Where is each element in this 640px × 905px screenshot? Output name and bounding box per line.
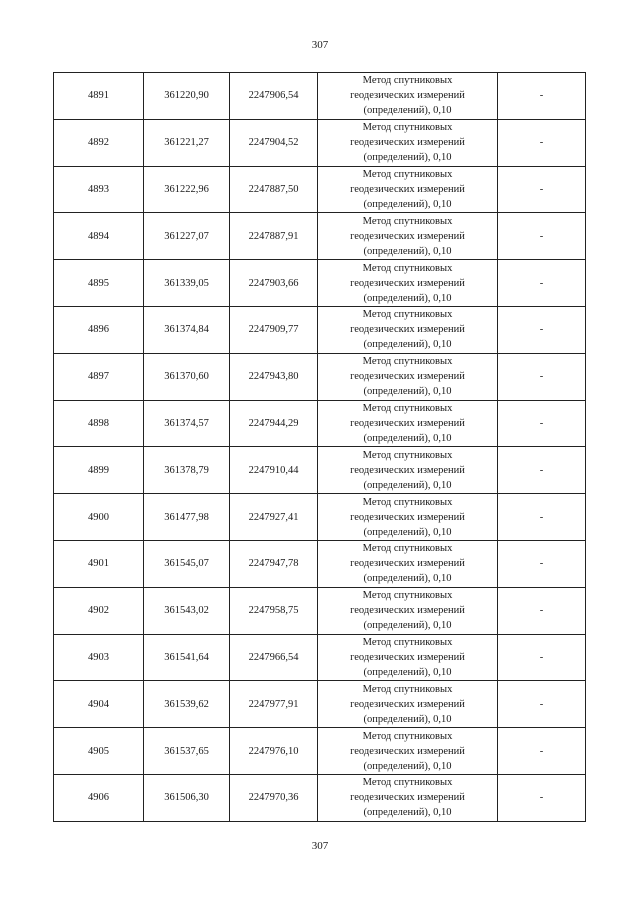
table-row (54, 400, 586, 447)
note-cell: - (498, 681, 586, 728)
method-cell (318, 774, 498, 821)
table-row (54, 213, 586, 260)
method-line: геодезических измерений (350, 230, 465, 242)
method-cell (318, 260, 498, 307)
method-line: геодезических измерений (350, 137, 465, 149)
y-coordinate-cell: 2247906,54 (230, 73, 318, 120)
method-line: (определений), 0,10 (363, 620, 452, 632)
y-coordinate-cell: 2247944,29 (230, 400, 318, 447)
note-cell: - (498, 306, 586, 353)
y-coordinate-cell: 2247977,91 (230, 681, 318, 728)
method-cell (318, 166, 498, 213)
method-line: (определений), 0,10 (363, 666, 452, 678)
y-coordinate-cell: 2247909,77 (230, 306, 318, 353)
x-coordinate-cell: 361227,07 (144, 213, 230, 260)
method-line: геодезических измерений (350, 183, 465, 195)
method-line: (определений), 0,10 (363, 105, 452, 117)
point-number-cell: 4899 (54, 447, 144, 494)
note-cell: - (498, 774, 586, 821)
method-line: (определений), 0,10 (363, 245, 452, 257)
point-number-cell: 4901 (54, 540, 144, 587)
x-coordinate-cell: 361221,27 (144, 119, 230, 166)
point-number-cell: 4896 (54, 306, 144, 353)
table-row (54, 494, 586, 541)
table-row (54, 447, 586, 494)
point-number-cell: 4906 (54, 774, 144, 821)
y-coordinate-cell: 2247910,44 (230, 447, 318, 494)
x-coordinate-cell: 361537,65 (144, 728, 230, 775)
method-line: Метод спутниковых (362, 449, 453, 461)
x-coordinate-cell: 361374,57 (144, 400, 230, 447)
page-number-top: 307 (311, 39, 329, 51)
method-line: Метод спутниковых (362, 262, 453, 274)
note-cell: - (498, 494, 586, 541)
method-cell (318, 494, 498, 541)
x-coordinate-cell: 361378,79 (144, 447, 230, 494)
method-line: Метод спутниковых (362, 122, 453, 134)
method-line: Метод спутниковых (362, 309, 453, 321)
y-coordinate-cell: 2247976,10 (230, 728, 318, 775)
method-line: геодезических измерений (350, 90, 465, 102)
method-line: Метод спутниковых (362, 590, 453, 602)
method-cell (318, 540, 498, 587)
y-coordinate-cell: 2247970,36 (230, 774, 318, 821)
method-line: (определений), 0,10 (363, 152, 452, 164)
note-cell: - (498, 447, 586, 494)
table-row (54, 119, 586, 166)
method-line: Метод спутниковых (362, 215, 453, 227)
point-number-cell: 4898 (54, 400, 144, 447)
table-row (54, 73, 586, 120)
note-cell: - (498, 73, 586, 120)
table-row (54, 587, 586, 634)
method-line: Метод спутниковых (362, 683, 453, 695)
x-coordinate-cell: 361220,90 (144, 73, 230, 120)
method-cell (318, 213, 498, 260)
x-coordinate-cell: 361543,02 (144, 587, 230, 634)
page-number-bottom: 307 (311, 840, 329, 852)
point-number-cell: 4892 (54, 119, 144, 166)
table-row (54, 166, 586, 213)
method-line: Метод спутниковых (362, 543, 453, 555)
method-cell (318, 306, 498, 353)
point-number-cell: 4904 (54, 681, 144, 728)
method-line: (определений), 0,10 (363, 386, 452, 398)
method-cell (318, 119, 498, 166)
x-coordinate-cell: 361539,62 (144, 681, 230, 728)
method-cell (318, 73, 498, 120)
point-number-cell: 4891 (54, 73, 144, 120)
y-coordinate-cell: 2247927,41 (230, 494, 318, 541)
point-number-cell: 4900 (54, 494, 144, 541)
coordinates-table-body (54, 73, 586, 822)
point-number-cell: 4905 (54, 728, 144, 775)
method-line: Метод спутниковых (362, 496, 453, 508)
y-coordinate-cell: 2247958,75 (230, 587, 318, 634)
table-row (54, 681, 586, 728)
method-line: Метод спутниковых (362, 636, 453, 648)
method-line: геодезических измерений (350, 277, 465, 289)
method-line: (определений), 0,10 (363, 807, 452, 819)
note-cell: - (498, 587, 586, 634)
method-line: (определений), 0,10 (363, 713, 452, 725)
method-line: Метод спутниковых (362, 402, 453, 414)
point-number-cell: 4903 (54, 634, 144, 681)
table-row (54, 728, 586, 775)
method-cell (318, 728, 498, 775)
y-coordinate-cell: 2247887,91 (230, 213, 318, 260)
note-cell: - (498, 260, 586, 307)
point-number-cell: 4893 (54, 166, 144, 213)
y-coordinate-cell: 2247966,54 (230, 634, 318, 681)
method-line: (определений), 0,10 (363, 198, 452, 210)
note-cell: - (498, 353, 586, 400)
x-coordinate-cell: 361545,07 (144, 540, 230, 587)
method-line: геодезических измерений (350, 558, 465, 570)
y-coordinate-cell: 2247903,66 (230, 260, 318, 307)
method-line: геодезических измерений (350, 464, 465, 476)
method-cell (318, 400, 498, 447)
x-coordinate-cell: 361477,98 (144, 494, 230, 541)
method-line: геодезических измерений (350, 511, 465, 523)
method-cell (318, 447, 498, 494)
note-cell: - (498, 400, 586, 447)
x-coordinate-cell: 361506,30 (144, 774, 230, 821)
method-line: Метод спутниковых (362, 75, 453, 87)
method-cell (318, 587, 498, 634)
method-line: (определений), 0,10 (363, 479, 452, 491)
method-cell (318, 634, 498, 681)
x-coordinate-cell: 361541,64 (144, 634, 230, 681)
method-line: геодезических измерений (350, 371, 465, 383)
method-line: геодезических измерений (350, 605, 465, 617)
method-line: геодезических измерений (350, 792, 465, 804)
method-line: Метод спутниковых (362, 777, 453, 789)
x-coordinate-cell: 361370,60 (144, 353, 230, 400)
table-row (54, 540, 586, 587)
x-coordinate-cell: 361374,84 (144, 306, 230, 353)
method-line: (определений), 0,10 (363, 573, 452, 585)
note-cell: - (498, 540, 586, 587)
note-cell: - (498, 166, 586, 213)
method-cell (318, 681, 498, 728)
note-cell: - (498, 728, 586, 775)
y-coordinate-cell: 2247887,50 (230, 166, 318, 213)
y-coordinate-cell: 2247943,80 (230, 353, 318, 400)
method-line: геодезических измерений (350, 324, 465, 336)
x-coordinate-cell: 361222,96 (144, 166, 230, 213)
table-row (54, 634, 586, 681)
note-cell: - (498, 119, 586, 166)
point-number-cell: 4894 (54, 213, 144, 260)
method-line: (определений), 0,10 (363, 432, 452, 444)
method-line: (определений), 0,10 (363, 339, 452, 351)
note-cell: - (498, 634, 586, 681)
x-coordinate-cell: 361339,05 (144, 260, 230, 307)
table-row (54, 353, 586, 400)
method-line: геодезических измерений (350, 698, 465, 710)
method-cell (318, 353, 498, 400)
method-line: геодезических измерений (350, 417, 465, 429)
method-line: Метод спутниковых (362, 356, 453, 368)
point-number-cell: 4897 (54, 353, 144, 400)
method-line: (определений), 0,10 (363, 526, 452, 538)
method-line: Метод спутниковых (362, 730, 453, 742)
method-line: геодезических измерений (350, 745, 465, 757)
note-cell: - (498, 213, 586, 260)
table-row (54, 774, 586, 821)
coordinates-table (53, 72, 586, 822)
y-coordinate-cell: 2247947,78 (230, 540, 318, 587)
y-coordinate-cell: 2247904,52 (230, 119, 318, 166)
method-line: (определений), 0,10 (363, 760, 452, 772)
point-number-cell: 4902 (54, 587, 144, 634)
method-line: (определений), 0,10 (363, 292, 452, 304)
method-line: геодезических измерений (350, 651, 465, 663)
table-row (54, 260, 586, 307)
table-row (54, 306, 586, 353)
point-number-cell: 4895 (54, 260, 144, 307)
method-line: Метод спутниковых (362, 168, 453, 180)
